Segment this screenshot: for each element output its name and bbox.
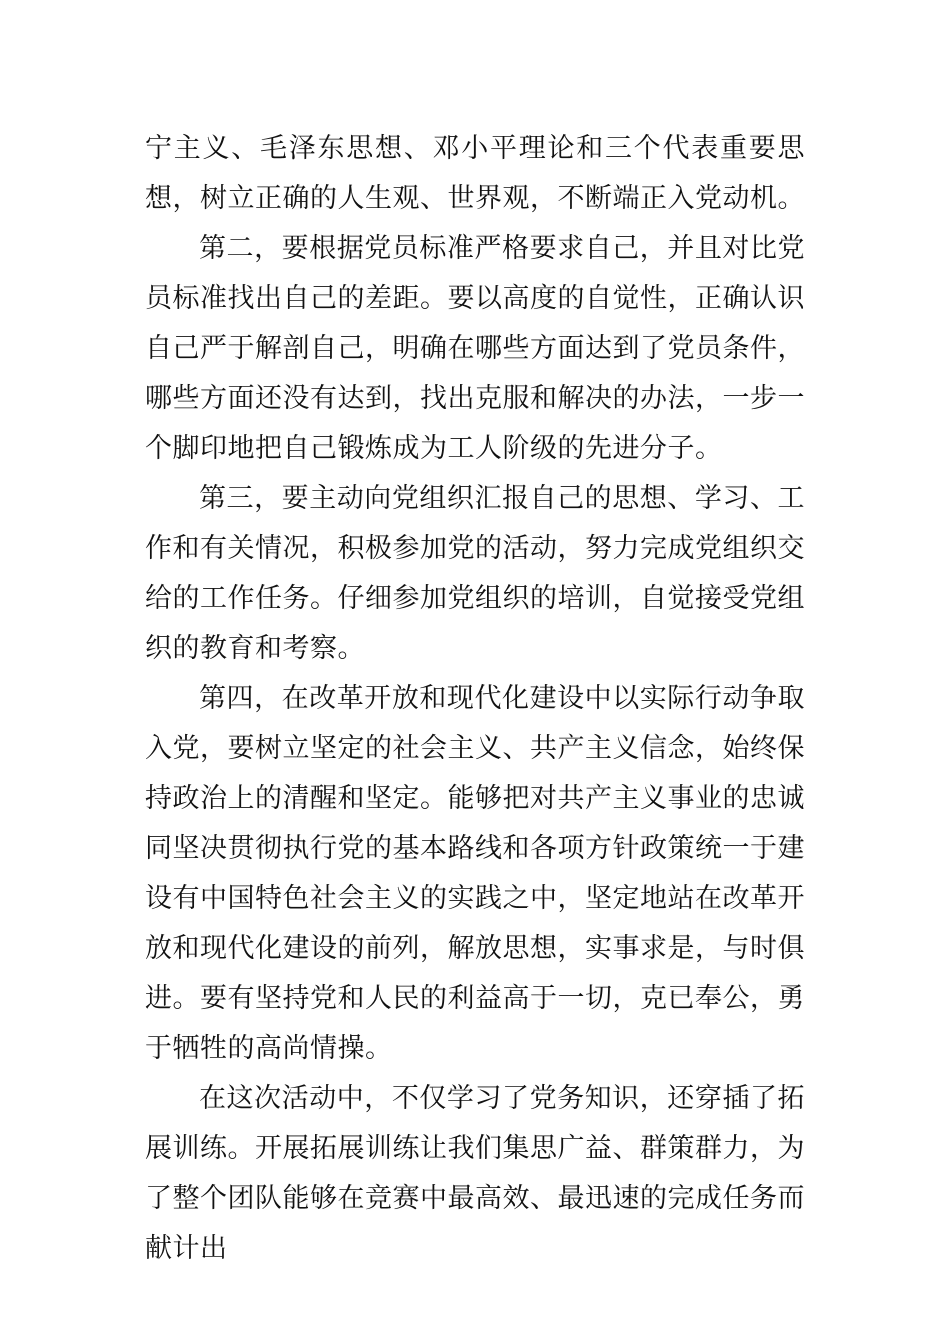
paragraph-second-point: 第二，要根据党员标准严格要求自己，并且对比党员标准找出自己的差距。要以高度的自觉性，正确认识自己严于解剖自己，明确在哪些方面达到了党员条件，哪些方面还没有达到，找出克服和解决的办法，一步一个脚印地把自己锻炼成为工人阶级的先进分子。 — [145, 233, 805, 464]
paragraph-continued: 宁主义、毛泽东思想、邓小平理论和三个代表重要思想，树立正确的人生观、世界观，不断端正入党动机。 — [145, 133, 805, 214]
document-page — [145, 124, 805, 1274]
paragraph-third-point: 第三，要主动向党组织汇报自己的思想、学习、工作和有关情况，积极参加党的活动，努力完成党组织交给的工作任务。仔细参加党组织的培训，自觉接受党组织的教育和考察。 — [145, 483, 805, 664]
paragraph-fourth-point: 第四，在改革开放和现代化建设中以实际行动争取入党，要树立坚定的社会主义、共产主义信念，始终保持政治上的清醒和坚定。能够把对共产主义事业的忠诚同坚决贯彻执行党的基本路线和各项方针政策统一于建设有中国特色社会主义的实践之中，坚定地站在改革开放和现代化建设的前列，解放思想，实事求是，与时俱进。要有坚持党和人民的利益高于一切，克已奉公，勇于牺牲的高尚情操。 — [145, 683, 805, 1064]
paragraph-activity-summary: 在这次活动中，不仅学习了党务知识，还穿插了拓展训练。开展拓展训练让我们集思广益、群策群力，为了整个团队能够在竞赛中最高效、最迅速的完成任务而献计出 — [145, 1083, 805, 1264]
